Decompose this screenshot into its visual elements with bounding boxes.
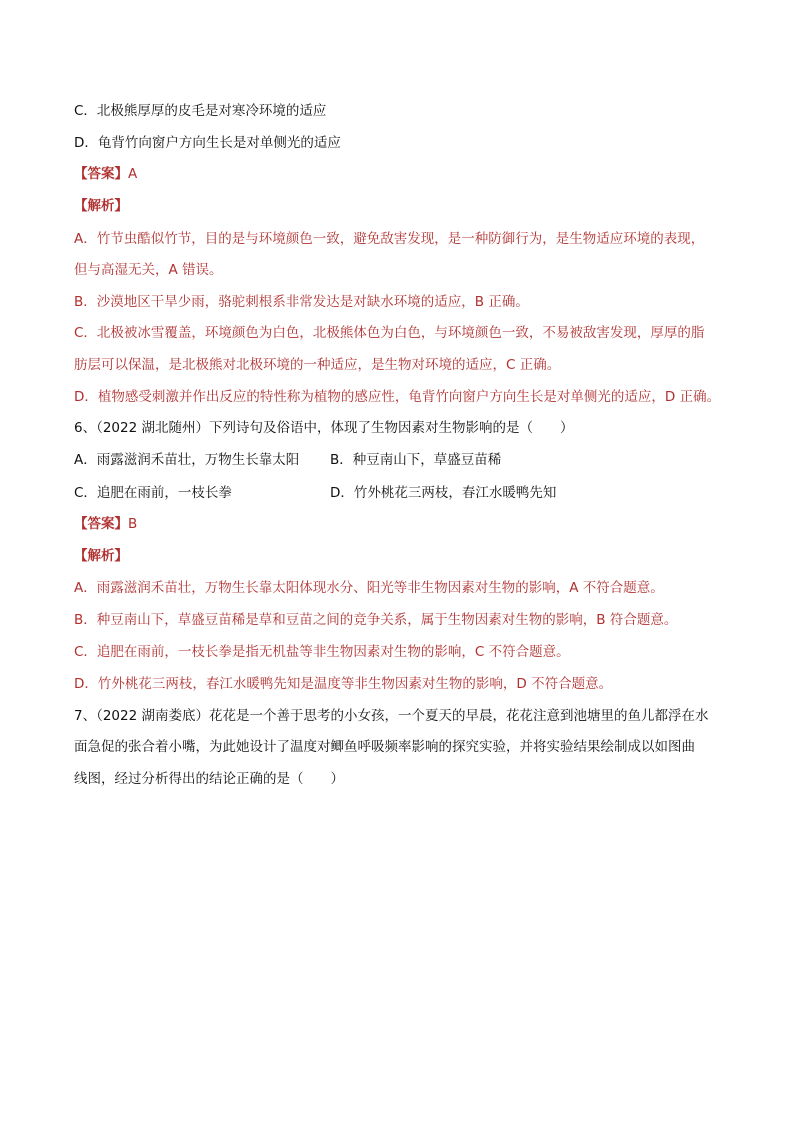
q5-analysis-d: D．植物感受刺激并作出反应的特性称为植物的感应性，龟背竹向窗户方向生长是对单侧光的适应，D 正确。 <box>74 389 721 405</box>
q6-analysis-b: B．种豆南山下，草盛豆苗稀是草和豆苗之间的竞争关系，属于生物因素对生物的影响，B 符合题意。 <box>74 612 678 628</box>
q6-option-c: C．追肥在雨前，一枝长拳 <box>74 485 232 501</box>
q7-stem-line1: 7、（2022 湖南娄底）花花是一个善于思考的小女孩，一个夏天的早晨，花花注意到池塘里的鱼儿都浮在水 <box>74 708 709 724</box>
q5-analysis-a-line1: A．竹节虫酷似竹节，目的是与环境颜色一致，避免敌害发现，是一种防御行为，是生物适应环境的表现， <box>74 231 705 247</box>
answer-tag: 【答案】 <box>74 166 128 182</box>
q5-option-d: D．龟背竹向窗户方向生长是对单侧光的适应 <box>74 135 341 151</box>
q5-analysis-b: B．沙漠地区干旱少雨，骆驼刺根系非常发达是对缺水环境的适应，B 正确。 <box>74 294 529 310</box>
q6-analysis-d: D．竹外桃花三两枝，春江水暖鸭先知是温度等非生物因素对生物的影响，D 不符合题意。 <box>74 676 613 692</box>
answer-tag: 【答案】 <box>74 516 128 532</box>
q5-answer <box>74 164 137 184</box>
q6-analysis-tag <box>74 546 128 566</box>
analysis-tag: 【解析】 <box>74 548 128 564</box>
answer-value: A <box>128 166 138 182</box>
q5-option-c: C．北极熊厚厚的皮毛是对寒冷环境的适应 <box>74 103 327 119</box>
q5-analysis-c-line1: C．北极被冰雪覆盖，环境颜色为白色，北极熊体色为白色，与环境颜色一致，不易被敌害发现，厚厚的脂 <box>74 325 705 341</box>
q5-analysis-c-line2: 肪层可以保温，是北极熊对北极环境的一种适应，是生物对环境的适应，C 正确。 <box>74 357 561 373</box>
answer-value: B <box>128 516 138 532</box>
q5-analysis-a-line2: 但与高湿无关，A 错误。 <box>74 262 223 278</box>
q6-option-a: A．雨露滋润禾苗壮，万物生长靠太阳 <box>74 452 300 468</box>
q7-stem-line3: 线图，经过分析得出的结论正确的是（ ） <box>74 771 344 787</box>
q6-answer <box>74 514 137 534</box>
q7-stem-line2: 面急促的张合着小嘴，为此她设计了温度对鲫鱼呼吸频率影响的探究实验，并将实验结果绘制成以如图曲 <box>74 739 695 755</box>
q6-stem: 6、（2022 湖北随州）下列诗句及俗语中，体现了生物因素对生物影响的是（ ） <box>74 420 574 436</box>
analysis-tag: 【解析】 <box>74 198 128 214</box>
q5-analysis-tag <box>74 196 128 216</box>
q6-option-b: B．种豆南山下，草盛豆苗稀 <box>330 452 502 468</box>
q6-analysis-c: C．追肥在雨前，一枝长拳是指无机盐等非生物因素对生物的影响，C 不符合题意。 <box>74 644 570 660</box>
q6-analysis-a: A．雨露滋润禾苗壮，万物生长靠太阳体现水分、阳光等非生物因素对生物的影响，A 不符合题意。 <box>74 580 664 596</box>
q6-option-d: D．竹外桃花三两枝，春江水暖鸭先知 <box>330 485 557 501</box>
